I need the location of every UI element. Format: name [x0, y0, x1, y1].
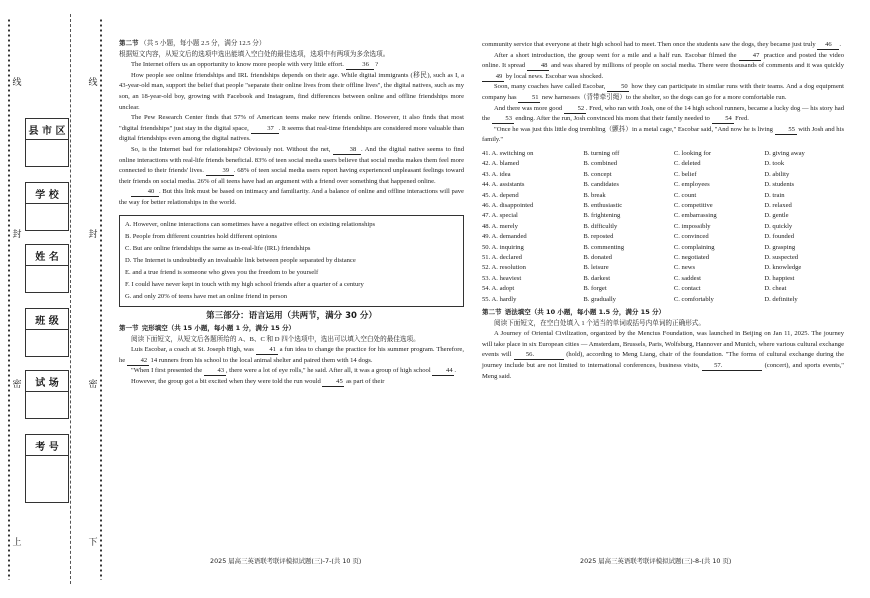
- choice-row: [482, 211, 844, 221]
- choice-option[interactable]: D. ability: [764, 170, 790, 178]
- blank-50[interactable]: 50: [607, 83, 629, 92]
- blank-51[interactable]: 51: [518, 94, 540, 103]
- choice-row: [482, 295, 844, 305]
- choice-option[interactable]: D. giving away: [764, 149, 805, 157]
- section-instruction: 阅读下面短文，从短文后各题所给的 A、B、C 和 D 四个选项中，选出可以填入空白处的最佳选项。: [131, 335, 420, 343]
- blank-44[interactable]: 44: [432, 367, 454, 376]
- choice-option[interactable]: D. train: [764, 191, 785, 199]
- page-footer-left: 2025 届高三英语联考联评模拟试题(三)-7-(共 10 页): [210, 557, 362, 565]
- class-field-label: 班 级: [26, 309, 68, 330]
- seal-label-up: 上: [12, 537, 22, 547]
- choice-option[interactable]: C. complaining: [673, 243, 715, 251]
- choice-option[interactable]: B. concept: [583, 170, 612, 178]
- seal-label-line-right: 线: [88, 77, 98, 87]
- seal-label-seal-right: 封: [88, 229, 98, 239]
- choice-option[interactable]: D. grasping: [764, 243, 796, 251]
- exam-number-field-label: 考 号: [26, 435, 68, 456]
- choice-option[interactable]: C. negotiated: [673, 254, 710, 261]
- choice-option[interactable]: B. reposted: [583, 233, 614, 241]
- choice-option[interactable]: B. candidates: [583, 181, 619, 189]
- option-a: A. However, online interactions can sometimes have a negative effect on existing relationships: [125, 220, 376, 228]
- blank-39[interactable]: 39: [206, 167, 234, 176]
- choice-row: [482, 284, 844, 294]
- cut-line: [70, 14, 71, 584]
- choice-option[interactable]: B. gradually: [583, 295, 616, 303]
- section-instruction: 根据短文内容，从短文后的选项中选出能填入空白处的最佳选项，选项中有两项为多余选项。: [119, 50, 390, 58]
- seal-label-secret-left: 密: [12, 379, 22, 389]
- exam-room-field-label: 试 场: [26, 371, 68, 392]
- choice-option[interactable]: C. employees: [673, 181, 710, 189]
- choice-row: [482, 149, 844, 159]
- passage-paragraph: The Pew Research Center finds that 57% of American teens make new friends online. However, it also finds that most "digital friendships" just stay in the digital space, 37 . It seems that real-time friendships are considered more valuable than digital friendships even among the digital natives.: [119, 114, 464, 143]
- blank-43[interactable]: 43: [204, 367, 226, 376]
- choice-option[interactable]: B. combined: [583, 160, 618, 168]
- name-field[interactable]: [25, 244, 69, 293]
- passage-paragraph: How people see online friendships and IRL friendships depends on their age. While digital immigrants (移民), such as I, a 43-year-old man, support the belief that people "separate their online lives from their offline lives", the digital natives, such as my son, an 18-year-old boy, growing with Facebook and Instagram, find differences between online and offline friendships more unclear.: [119, 71, 464, 111]
- blank-46[interactable]: 46: [817, 41, 839, 50]
- seal-label-line-left: 线: [12, 77, 22, 87]
- exam-room-field[interactable]: [25, 370, 69, 419]
- right-page: [482, 40, 844, 382]
- passage-paragraph: So, is the Internet bad for relationships? Obviously not. Without the net, 38 . And the digital native seems to find online interactions with real-life friends beneficial. 83% of teen social media users believe that social media makes them feel more connected to their friends' lives. 39 . 68% of teen social media users report having experienced unpleasant feelings toward their friends on social media. 26% of all teens have had an argument with a friend over something that happened online.: [119, 145, 464, 185]
- option-g: G. and only 20% of teens have met an online friend in person: [125, 292, 288, 300]
- choice-option[interactable]: D. suspected: [764, 254, 799, 261]
- choice-option[interactable]: 42. A. blamed: [482, 160, 519, 168]
- choice-option[interactable]: 43. A. idea: [482, 170, 511, 178]
- blank-52[interactable]: 52: [564, 105, 586, 114]
- choice-row: [482, 170, 844, 180]
- option-d: D. The Internet is undoubtedly an invaluable link between people separated by distance: [125, 256, 356, 264]
- choice-option[interactable]: C. count: [673, 191, 697, 199]
- blank-54[interactable]: 54: [712, 115, 734, 124]
- page-footer-right: 2025 届高三英语联考联评模拟试题(三)-8-(共 10 页): [580, 557, 732, 565]
- choice-option[interactable]: D. gentle: [764, 212, 789, 220]
- cloze-paragraph: Luis Escobar, a coach at St. Joseph High, was 41 a fun idea to change the practice for his summer program. Therefore, he 42 14 runners from his school to the local animal shelter and paired them with 14 dogs.: [119, 346, 464, 364]
- choice-option[interactable]: B. darkest: [583, 274, 611, 282]
- cloze-paragraph: However, the group got a bit excited when they were told the run would 45 as part of their: [131, 378, 385, 386]
- section-heading: 第二节 语法填空（共 10 小题，每小题 1.5 分，满分 15 分）: [482, 308, 665, 317]
- part-three-heading: 第三部分：语言运用（共两节，满分 30 分）: [206, 310, 377, 321]
- passage-paragraph: The Internet offers us an opportunity to know more people with very little effort. 36 ?: [131, 61, 379, 69]
- choice-row: [482, 222, 844, 232]
- choice-option[interactable]: 50. A. inquiring: [482, 243, 524, 251]
- choice-option[interactable]: D. founded: [764, 233, 795, 241]
- passage-paragraph: 40 . But this link must be based on intimacy and familiarity. And a balance of online and offline interactions will pave the way for better relationships in the world.: [119, 188, 464, 206]
- cloze-paragraph: "Once he was just this little dog trembling（颤抖）in a metal cage," Escobar said, "And now he is living 55 with Josh and his family.": [482, 125, 845, 144]
- choice-option[interactable]: 52. A. resolution: [482, 264, 526, 272]
- option-f: F. I could have never kept in touch with my high school friends after a quarter of a century: [125, 280, 364, 288]
- blank-48[interactable]: 48: [527, 62, 549, 71]
- option-c: C. But are online friendships the same as in-real-life (IRL) friendships: [125, 244, 311, 252]
- option-b: B. People from different countries hold different opinions: [125, 232, 278, 240]
- choice-option[interactable]: D. took: [764, 160, 785, 168]
- blank-57[interactable]: 57.: [702, 362, 762, 371]
- options-box: [119, 215, 464, 307]
- blank-56[interactable]: 56.: [514, 351, 564, 360]
- choice-option[interactable]: 41. A. switching on: [482, 149, 534, 157]
- dotted-line-left: [8, 18, 10, 580]
- choice-option[interactable]: D. cheat: [764, 285, 787, 293]
- choice-row: [482, 274, 844, 284]
- choice-option[interactable]: 54. A. adopt: [482, 285, 515, 293]
- choice-row: [482, 159, 844, 169]
- section-heading: 第二节 （共 5 小题，每小题 2.5 分，满分 12.5 分）: [119, 39, 266, 47]
- choice-option[interactable]: 44. A. assistants: [482, 181, 525, 189]
- choice-option[interactable]: D. quickly: [764, 222, 793, 230]
- choice-option[interactable]: D. knowledge: [764, 264, 802, 272]
- choice-option[interactable]: C. embarrassing: [673, 212, 717, 220]
- choice-option[interactable]: B. enthusiastic: [583, 201, 623, 209]
- name-field-label: 姓 名: [26, 245, 68, 266]
- blank-42[interactable]: 42: [127, 357, 149, 366]
- choice-option[interactable]: 45. A. depend: [482, 191, 519, 199]
- choice-option[interactable]: B. break: [583, 191, 606, 199]
- choice-option[interactable]: B. commenting: [583, 243, 625, 251]
- choice-option[interactable]: C. belief: [673, 170, 697, 178]
- section-heading: 第一节 完形填空（共 15 小题，每小题 1 分，满分 15 分）: [119, 324, 295, 333]
- choice-row: [482, 180, 844, 190]
- choice-row: [482, 263, 844, 273]
- option-e: E. and a true friend is someone who gives you the freedom to be yourself: [125, 268, 319, 276]
- choice-option[interactable]: C. impossibly: [673, 222, 711, 230]
- left-page: [119, 38, 464, 388]
- school-field[interactable]: [25, 182, 69, 231]
- choice-row: [482, 201, 844, 211]
- choice-option[interactable]: C. competitive: [673, 201, 713, 209]
- choice-option[interactable]: C. news: [673, 264, 696, 272]
- seal-label-down: 下: [88, 537, 98, 547]
- binding-margin: [0, 0, 108, 598]
- choice-option[interactable]: 53. A. heaviest: [482, 274, 522, 282]
- choice-option[interactable]: D. relaxed: [764, 201, 792, 209]
- choice-option[interactable]: 51. A. declared: [482, 254, 522, 261]
- choice-option[interactable]: 55. A. hardly: [482, 295, 517, 303]
- cloze-paragraph: After a short introduction, the group went for a mile and a half run. Escobar filmed the 47 practice and posted the video online. It spread 48 and was shared by millions of people on social media. There were thousands of comments and it was quickly 49 by local news. Escobar was shocked.: [482, 51, 844, 80]
- choice-option[interactable]: C. contact: [673, 285, 701, 293]
- blank-36[interactable]: 36: [346, 61, 374, 70]
- class-field[interactable]: [25, 308, 69, 357]
- school-field-label: 学 校: [26, 183, 68, 204]
- choice-option[interactable]: 47. A. special: [482, 212, 518, 220]
- section-instruction: 阅读下面短文，在空白处填入 1 个适当的单词或括号内单词的正确形式。: [494, 319, 705, 327]
- choice-option[interactable]: D. definitely: [764, 295, 798, 303]
- blank-41[interactable]: 41: [256, 346, 278, 355]
- choice-option[interactable]: C. comfortably: [673, 295, 714, 303]
- choice-option[interactable]: D. students: [764, 181, 795, 189]
- choice-row: [482, 253, 844, 263]
- choice-row: [482, 243, 844, 253]
- choice-option[interactable]: B. leisure: [583, 264, 609, 272]
- choice-option[interactable]: C. saddest: [673, 274, 701, 282]
- choice-option[interactable]: C. convinced: [673, 233, 709, 241]
- cloze-paragraph: And there was more good 52 . Fred, who ran with Josh, one of the 14 high school runners, became a lucky dog — his story had the 53 ending. After the run, Josh convinced his mom that their family needed to 54 Fred.: [482, 104, 845, 123]
- choice-option[interactable]: B. frightening: [583, 212, 621, 220]
- seal-label-secret-right: 密: [88, 379, 98, 389]
- blank-53[interactable]: 53: [492, 115, 514, 124]
- choice-row: [482, 191, 844, 201]
- cloze-paragraph: community service that everyone at their high school had to meet. Then once the students saw the dogs, they became just truly 46 .: [482, 41, 842, 48]
- blank-55[interactable]: 55: [775, 126, 797, 135]
- county-field-label: 县 市 区: [26, 119, 68, 140]
- county-field[interactable]: [25, 118, 69, 167]
- choice-option[interactable]: B. difficultly: [583, 222, 618, 230]
- choice-option[interactable]: D. happiest: [764, 274, 795, 282]
- blank-45[interactable]: 45: [322, 378, 344, 387]
- blank-40[interactable]: 40: [131, 188, 159, 197]
- dotted-line-right: [100, 18, 102, 580]
- choices-table: [482, 149, 844, 305]
- choice-option[interactable]: B. forget: [583, 285, 607, 293]
- choice-option[interactable]: C. looking for: [673, 149, 712, 157]
- blank-38[interactable]: 38: [333, 146, 361, 155]
- blank-37[interactable]: 37: [251, 125, 279, 134]
- exam-number-field[interactable]: [25, 434, 69, 503]
- choice-option[interactable]: 49. A. demanded: [482, 233, 527, 241]
- choice-option[interactable]: B. turning off: [583, 149, 620, 157]
- choice-row: [482, 232, 844, 242]
- choice-option[interactable]: C. deleted: [673, 160, 701, 168]
- blank-49[interactable]: 49: [482, 73, 504, 82]
- seal-label-seal-left: 封: [12, 229, 22, 239]
- cloze-paragraph: "When I first presented the 43 , there were a lot of eye rolls," he said. After all, it was a group of high school 44 .: [131, 367, 456, 375]
- cloze-paragraph: Soon, many coaches have called Escobar, 50 how they can participate in similar runs with their teams. And a dog equipment company has 51 new harnesses（背带牵引绳）to the shelter, so the dogs can go for a more comfortable run.: [482, 83, 844, 101]
- grammar-paragraph: A Journey of Oriental Civilization, organized by the Mencius Foundation, was launched in Beijing on Jan 11, 2025. The journey will take place in six European cities — Amsterdam, Brussels, Paris, Wolfsburg, Hannover and Munich, where various cultural exchange events will 56. (hold), according to Meng Liang, chair of the foundation. "The forms of cultural exchange during the journey include but are not limited to international conferences, business visits, 57. (concert), and sports events," Meng said.: [482, 330, 844, 380]
- choice-option[interactable]: 48. A. merely: [482, 222, 518, 230]
- blank-47[interactable]: 47: [739, 52, 761, 61]
- choice-option[interactable]: 46. A. disappointed: [482, 201, 534, 209]
- choice-option[interactable]: B. donated: [583, 254, 612, 261]
